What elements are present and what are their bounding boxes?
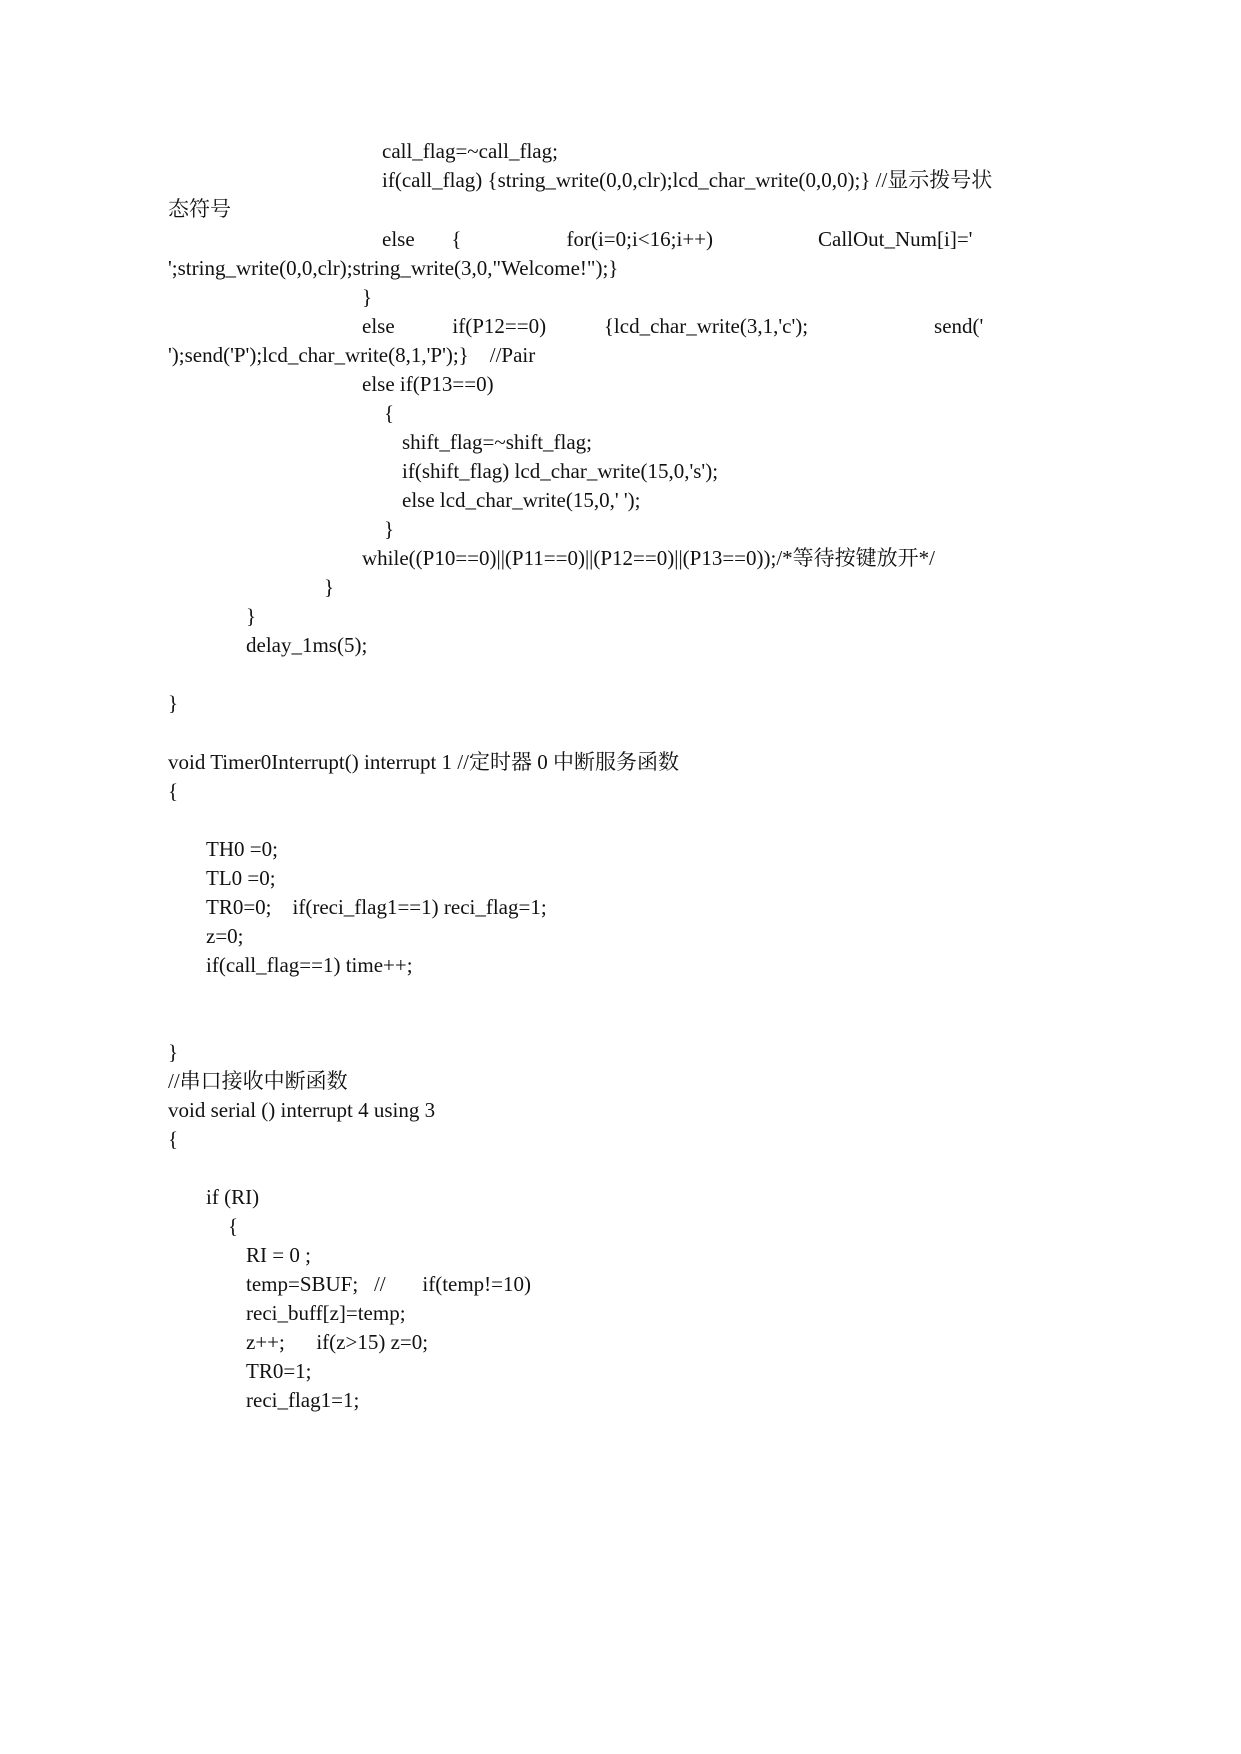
code-line: if(call_flag==1) time++; (206, 953, 413, 977)
code-line: reci_flag1=1; (246, 1388, 360, 1412)
code-line: void serial () interrupt 4 using 3 (168, 1098, 436, 1122)
code-line: } (246, 604, 257, 628)
code-line: TR0=1; (246, 1359, 312, 1383)
code-line: TL0 =0; (206, 866, 276, 890)
code-line: else if(P12==0) {lcd_char_write(3,1,'c'); send(' (362, 314, 984, 338)
code-line: void Timer0Interrupt() interrupt 1 //定时器 0 中断服务函数 (168, 750, 679, 774)
code-line: } (384, 517, 395, 541)
code-line: TR0=0; if(reci_flag1==1) reci_flag=1; (206, 895, 547, 919)
code-line: temp=SBUF; // if(temp!=10) (246, 1272, 532, 1296)
code-line: if (RI) (206, 1185, 260, 1209)
code-line: call_flag=~call_flag; (382, 139, 558, 163)
code-line: } (168, 691, 179, 715)
code-line: { (384, 401, 395, 425)
code-line: } (168, 1040, 179, 1064)
code-line: else if(P13==0) (362, 372, 494, 396)
code-line: ';string_write(0,0,clr);string_write(3,0,"Welcome!");} (168, 256, 619, 280)
code-line: { (168, 1127, 179, 1151)
code-line: } (362, 285, 373, 309)
code-line: ');send('P');lcd_char_write(8,1,'P');} //Pair (168, 343, 536, 367)
code-line: z=0; (206, 924, 244, 948)
code-line: } (324, 575, 335, 599)
code-line: TH0 =0; (206, 837, 278, 861)
code-line: else lcd_char_write(15,0,' '); (402, 488, 641, 512)
code-line: else { for(i=0;i<16;i++) CallOut_Num[i]=' (382, 227, 973, 251)
code-line: { (228, 1214, 239, 1238)
code-line: RI = 0 ; (246, 1243, 311, 1267)
code-line: 态符号 (168, 197, 231, 221)
code-line: if(call_flag) {string_write(0,0,clr);lcd_char_write(0,0,0);} //显示拨号状 (382, 168, 993, 192)
code-line: delay_1ms(5); (246, 633, 368, 657)
code-line: shift_flag=~shift_flag; (402, 430, 593, 454)
code-line: { (168, 779, 179, 803)
code-line: while((P10==0)||(P11==0)||(P12==0)||(P13==0));/*等待按键放开*/ (362, 546, 935, 570)
code-line: z++; if(z>15) z=0; (246, 1330, 429, 1354)
code-line: //串口接收中断函数 (168, 1069, 348, 1093)
code-line: reci_buff[z]=temp; (246, 1301, 406, 1325)
code-line: if(shift_flag) lcd_char_write(15,0,'s'); (402, 459, 719, 483)
